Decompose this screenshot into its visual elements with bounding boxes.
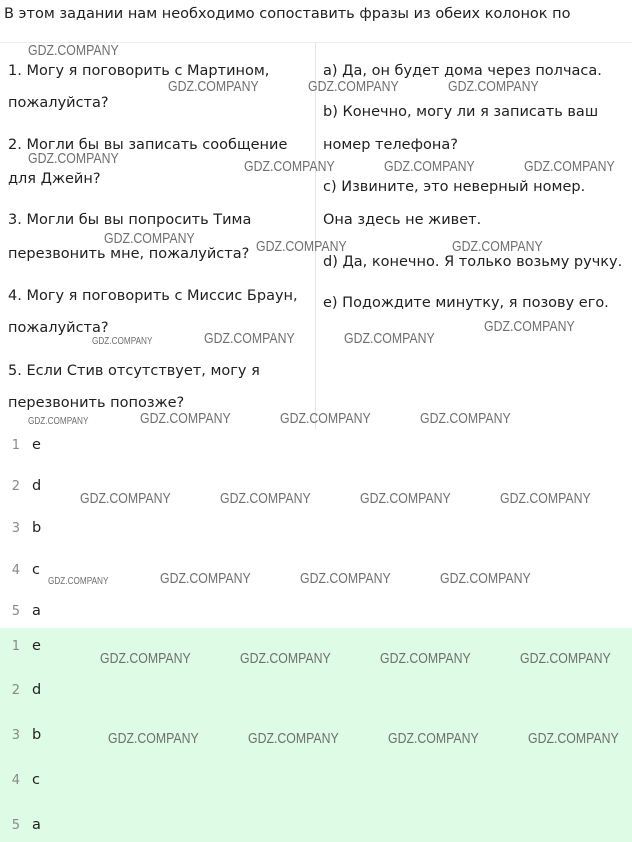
answer-letter: d [32, 682, 42, 698]
watermark: GDZ.COMPANY [280, 410, 371, 427]
watermark: GDZ.COMPANY [108, 730, 199, 747]
watermark: GDZ.COMPANY [256, 238, 347, 255]
answer-row [0, 600, 41, 622]
watermark: GDZ.COMPANY [420, 410, 511, 427]
watermark: GDZ.COMPANY [380, 650, 471, 667]
left-line: пожалуйста? [8, 320, 109, 336]
watermark: GDZ.COMPANY [28, 150, 119, 167]
right-line: номер телефона? [323, 137, 458, 153]
right-line: d) Да, конечно. Я только возьму ручку. [323, 254, 623, 270]
answer-number: 3 [11, 727, 20, 743]
left-line: перезвонить попозже? [8, 395, 185, 411]
answer-list-highlighted [0, 628, 632, 842]
left-line: 1. Могу я поговорить с Мартином, [8, 63, 270, 79]
answer-number: 5 [11, 603, 20, 619]
answer-number: 2 [11, 682, 20, 698]
watermark: GDZ.COMPANY [484, 318, 575, 335]
answer-row [0, 724, 41, 746]
right-line: e) Подождите минутку, я позову его. [323, 295, 609, 311]
watermark: GDZ.COMPANY [92, 336, 153, 347]
right-line: Она здесь не живет. [323, 212, 482, 228]
answer-letter: e [32, 638, 41, 654]
answer-letter: c [32, 772, 40, 788]
answer-letter: e [32, 437, 41, 453]
left-line: 4. Могу я поговорить с Миссис Браун, [8, 288, 298, 304]
answer-number: 1 [11, 638, 20, 654]
left-line: для Джейн? [8, 171, 101, 187]
answer-letter: d [32, 478, 42, 494]
answer-letter: b [32, 520, 42, 536]
left-line: 2. Могли бы вы записать сообщение [8, 137, 288, 153]
answer-number: 1 [11, 437, 20, 453]
watermark: GDZ.COMPANY [28, 416, 89, 427]
answer-number: 5 [11, 817, 20, 833]
column-divider [315, 43, 316, 429]
answer-row [0, 679, 41, 701]
left-line: пожалуйста? [8, 95, 109, 111]
watermark: GDZ.COMPANY [524, 158, 615, 175]
answer-row [0, 814, 41, 836]
answer-number: 3 [11, 520, 20, 536]
watermark: GDZ.COMPANY [220, 490, 311, 507]
answer-letter: b [32, 727, 42, 743]
watermark: GDZ.COMPANY [344, 330, 435, 347]
watermark: GDZ.COMPANY [528, 730, 619, 747]
watermark: GDZ.COMPANY [308, 78, 399, 95]
answer-number: 2 [11, 478, 20, 494]
answer-number: 4 [11, 772, 20, 788]
watermark: GDZ.COMPANY [452, 238, 543, 255]
matching-table [0, 42, 632, 428]
watermark: GDZ.COMPANY [168, 78, 259, 95]
watermark: GDZ.COMPANY [300, 570, 391, 587]
watermark: GDZ.COMPANY [160, 570, 251, 587]
intro-text: В этом задании нам необходимо сопоставить фразы из обеих колонок по [4, 6, 571, 22]
right-line: a) Да, он будет дома через полчаса. [323, 63, 602, 79]
watermark: GDZ.COMPANY [500, 490, 591, 507]
answer-row [0, 434, 41, 456]
watermark: GDZ.COMPANY [48, 576, 109, 587]
left-line: перезвонить мне, пожалуйста? [8, 246, 250, 262]
watermark: GDZ.COMPANY [100, 650, 191, 667]
answer-row [0, 517, 41, 539]
watermark: GDZ.COMPANY [384, 158, 475, 175]
answer-list [0, 428, 632, 628]
watermark: GDZ.COMPANY [140, 410, 231, 427]
right-line: b) Конечно, могу ли я записать ваш [323, 104, 599, 120]
answer-row [0, 635, 41, 657]
watermark: GDZ.COMPANY [448, 78, 539, 95]
answer-row [0, 475, 41, 497]
answer-letter: c [32, 562, 40, 578]
watermark: GDZ.COMPANY [204, 330, 295, 347]
watermark: GDZ.COMPANY [240, 650, 331, 667]
watermark: GDZ.COMPANY [388, 730, 479, 747]
answer-number: 4 [11, 562, 20, 578]
answer-letter: a [32, 817, 41, 833]
watermark: GDZ.COMPANY [440, 570, 531, 587]
watermark: GDZ.COMPANY [28, 42, 119, 59]
answer-row [0, 559, 40, 581]
watermark: GDZ.COMPANY [104, 230, 195, 247]
left-line: 3. Могли бы вы попросить Тима [8, 212, 252, 228]
left-line: 5. Если Стив отсутствует, могу я [8, 363, 260, 379]
answer-letter: a [32, 603, 41, 619]
watermark: GDZ.COMPANY [520, 650, 611, 667]
watermark: GDZ.COMPANY [248, 730, 339, 747]
answer-row [0, 769, 40, 791]
watermark: GDZ.COMPANY [80, 490, 171, 507]
watermark: GDZ.COMPANY [244, 158, 335, 175]
watermark: GDZ.COMPANY [360, 490, 451, 507]
right-line: c) Извините, это неверный номер. [323, 179, 586, 195]
